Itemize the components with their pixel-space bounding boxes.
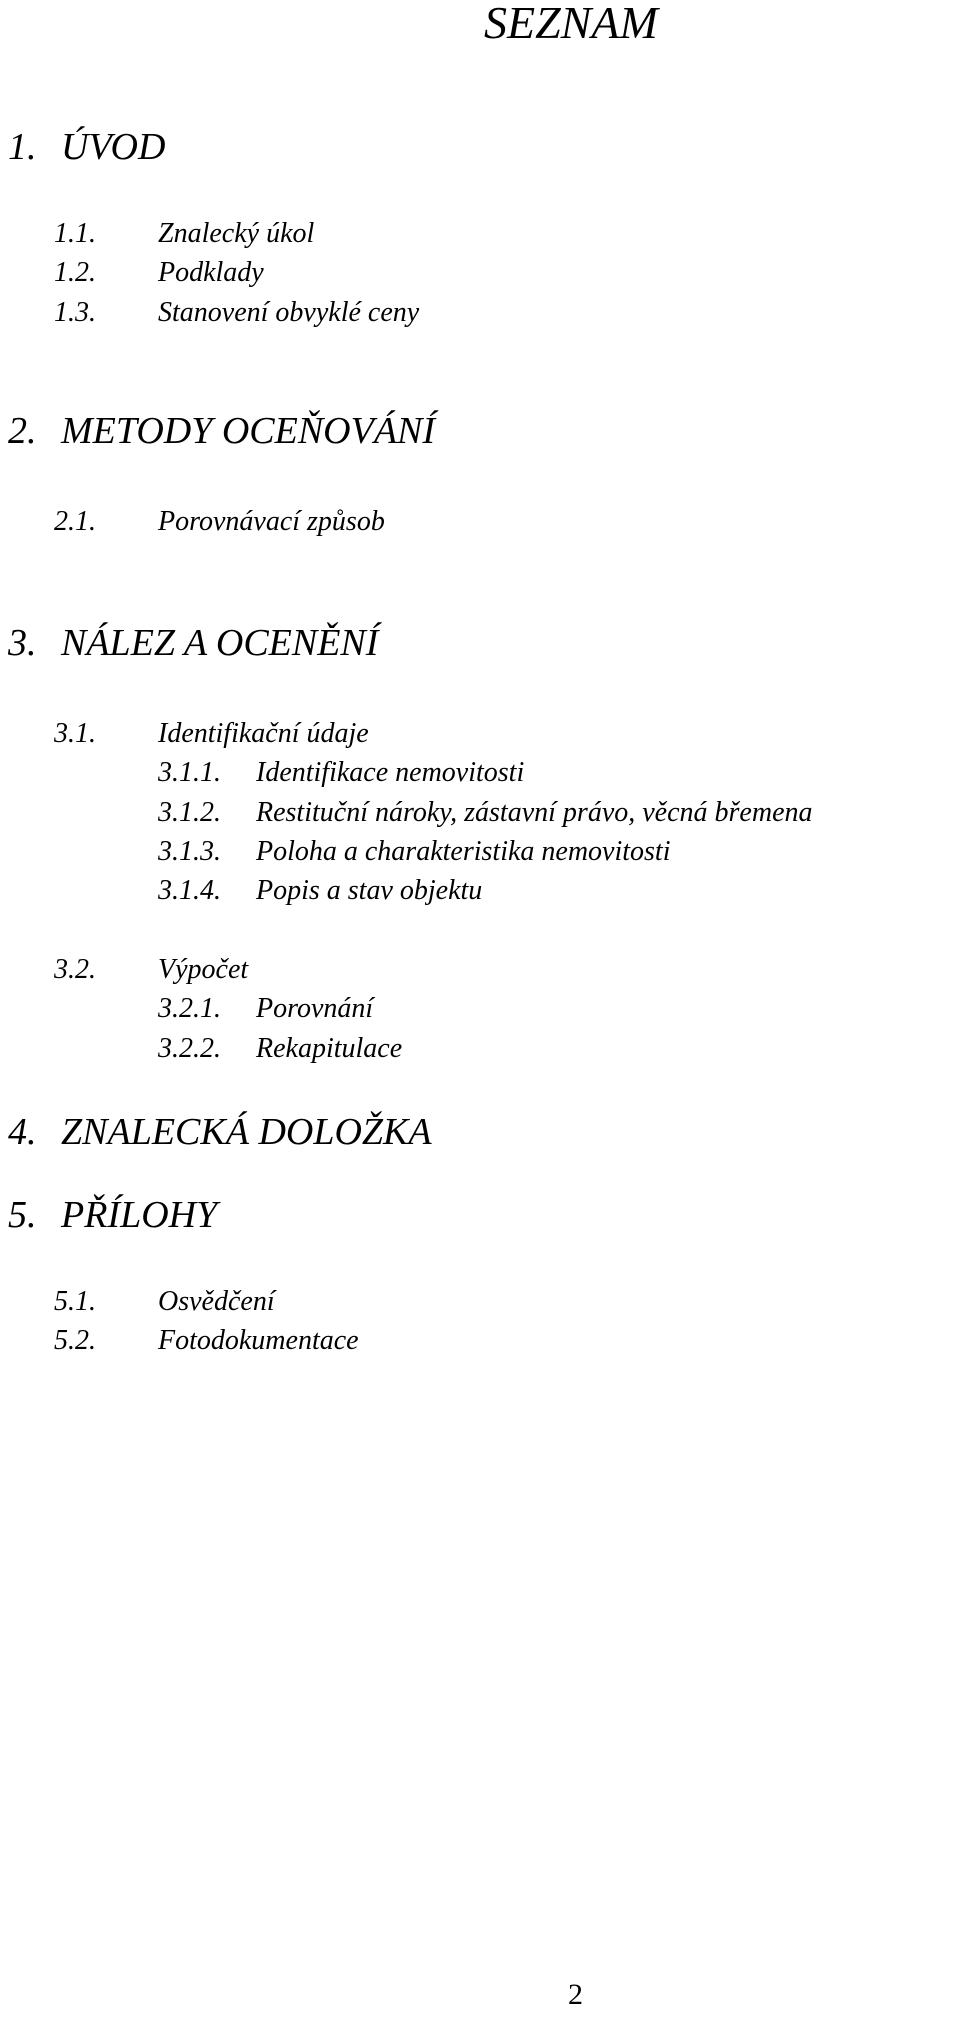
toc-number: 3.2.	[54, 954, 96, 985]
toc-number: 2.1.	[54, 506, 96, 537]
toc-entry-1-3	[54, 299, 419, 327]
toc-label: Osvědčení	[158, 1286, 275, 1317]
toc-heading-1	[8, 128, 165, 166]
toc-entry-5-2	[54, 1327, 359, 1355]
toc-number: 3.2.2.	[158, 1033, 221, 1064]
toc-heading-2	[8, 412, 435, 450]
toc-entry-5-1	[54, 1288, 275, 1316]
toc-entry-3-1-2	[158, 799, 813, 827]
toc-number: 2.	[8, 410, 37, 452]
toc-entry-1-1	[54, 220, 314, 248]
toc-entry-1-2	[54, 259, 264, 287]
toc-label: Restituční nároky, zástavní právo, věcná břemena	[256, 797, 813, 828]
toc-entry-3-1-3	[158, 838, 671, 866]
toc-number: 3.1.4.	[158, 875, 221, 906]
page-number: 2	[568, 1978, 583, 2011]
toc-label: ZNALECKÁ DOLOŽKA	[61, 1111, 432, 1153]
toc-entry-2-1	[54, 508, 385, 536]
toc-label: Fotodokumentace	[158, 1325, 359, 1356]
toc-entry-3-2-2	[158, 1035, 402, 1063]
toc-label: NÁLEZ A OCENĚNÍ	[61, 622, 379, 664]
toc-label: Rekapitulace	[256, 1033, 403, 1064]
toc-label: ÚVOD	[61, 126, 166, 168]
toc-entry-3-1-4	[158, 877, 482, 905]
toc-entry-3-1-1	[158, 759, 524, 787]
toc-number: 3.2.1.	[158, 993, 221, 1024]
toc-label: Identifikační údaje	[158, 718, 369, 749]
toc-number: 5.2.	[54, 1325, 96, 1356]
toc-number: 4.	[8, 1111, 37, 1153]
toc-heading-3	[8, 624, 378, 662]
toc-label: Poloha a charakteristika nemovitosti	[256, 836, 671, 867]
toc-number: 1.3.	[54, 297, 96, 328]
toc-label: METODY OCEŇOVÁNÍ	[61, 410, 436, 452]
toc-heading-4	[8, 1113, 432, 1151]
toc-label: Znalecký úkol	[158, 218, 315, 249]
toc-label: Výpočet	[158, 954, 249, 985]
toc-entry-3-1	[54, 720, 369, 748]
toc-label: Podklady	[158, 257, 264, 288]
toc-label: Stanovení obvyklé ceny	[158, 297, 420, 328]
toc-heading-5	[8, 1196, 217, 1234]
toc-number: 3.1.1.	[158, 757, 221, 788]
toc-number: 1.2.	[54, 257, 96, 288]
toc-number: 3.	[8, 622, 37, 664]
toc-number: 1.	[8, 126, 37, 168]
toc-number: 1.1.	[54, 218, 96, 249]
toc-label: Identifikace nemovitosti	[256, 757, 525, 788]
toc-label: PŘÍLOHY	[61, 1194, 218, 1236]
toc-number: 3.1.	[54, 718, 96, 749]
toc-number: 5.	[8, 1194, 37, 1236]
toc-number: 3.1.2.	[158, 797, 221, 828]
toc-label: Porovnání	[256, 993, 374, 1024]
toc-entry-3-2	[54, 956, 248, 984]
toc-label: Popis a stav objektu	[256, 875, 483, 906]
toc-number: 5.1.	[54, 1286, 96, 1317]
page-title: SEZNAM	[484, 0, 658, 48]
toc-number: 3.1.3.	[158, 836, 221, 867]
toc-entry-3-2-1	[158, 995, 373, 1023]
toc-label: Porovnávací způsob	[158, 506, 385, 537]
